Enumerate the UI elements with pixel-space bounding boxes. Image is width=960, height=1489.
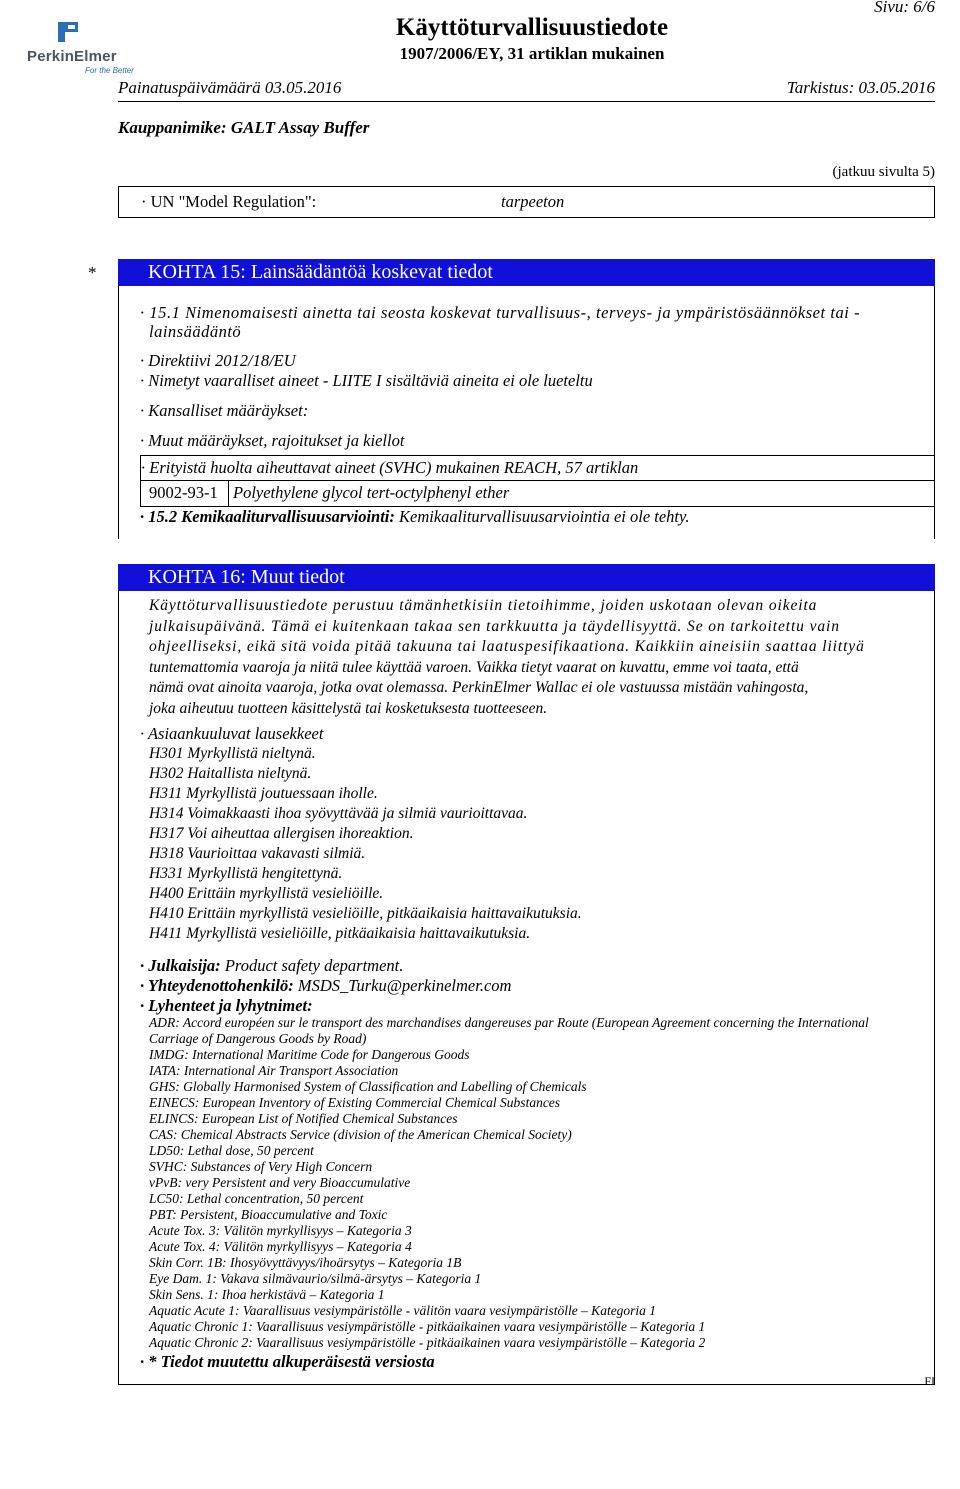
un-model-regulation-label: · UN "Model Regulation":: [141, 192, 317, 211]
page-number: Sivu: 6/6: [874, 0, 935, 16]
abbreviation-item: LC50: Lethal concentration, 50 percent: [149, 1191, 364, 1206]
section-15-heading: KOHTA 15: Lainsäädäntöä koskevat tiedot: [118, 259, 935, 286]
abbreviation-item: LD50: Lethal dose, 50 percent: [149, 1143, 314, 1158]
abbreviation-item: IMDG: International Maritime Code for Dangerous Goods: [149, 1047, 470, 1062]
publisher-value: Product safety department.: [224, 956, 404, 975]
phrase-item: H301 Myrkyllistä nieltynä.: [149, 745, 316, 762]
brand-tagline: For the Better: [85, 66, 134, 75]
abbreviation-item: ADR: Accord européen sur le transport des marchandises dangereuses par Route (European Agreement concerning the International: [149, 1015, 869, 1030]
disclaimer-line: joka aiheutuu tuotteen käsittelystä tai kosketuksesta tuotteeseen.: [149, 699, 548, 717]
abbreviation-item: Skin Corr. 1B: Ihosyövyttävyys/ihoärsytys – Kategoria 1B: [149, 1255, 462, 1270]
disclaimer-line: Käyttöturvallisuustiedote perustuu tämänhetkisiin tietoihimme, joiden uskotaan olevan oikeita: [149, 597, 818, 614]
abbreviation-item: EINECS: European Inventory of Existing Commercial Chemical Substances: [149, 1095, 561, 1110]
phrases-list: [149, 744, 582, 944]
abbreviation-item: PBT: Persistent, Bioaccumulative and Toxic: [149, 1207, 388, 1222]
abbreviation-item: vPvB: very Persistent and very Bioaccumulative: [149, 1175, 411, 1190]
document-title: Käyttöturvallisuustiedote: [395, 14, 669, 41]
header-divider: [118, 101, 935, 102]
svhc-table: [140, 455, 935, 507]
disclaimer-line: nämä ovat ainoita vaaroja, jotka ovat olemassa. PerkinElmer Wallac ei ole vastuussa mistään vahingosta,: [149, 679, 809, 696]
other-regulations: · Muut määräykset, rajoitukset ja kiellot: [140, 431, 405, 450]
changed-note: · * Tiedot muutettu alkuperäisestä versiosta: [140, 1352, 435, 1371]
product-name: Kauppanimike: GALT Assay Buffer: [118, 118, 370, 137]
phrase-item: H317 Voi aiheuttaa allergisen ihoreaktion.: [149, 825, 414, 842]
phrase-item: H302 Haitallista nieltynä.: [149, 765, 312, 782]
section-16-heading: KOHTA 16: Muut tiedot: [118, 564, 935, 591]
svhc-substance: Polyethylene glycol tert-octylphenyl ether: [233, 483, 510, 502]
named-substances-value: sisältäviä aineita ei ole lueteltu: [385, 371, 593, 390]
abbreviation-item: Aquatic Chronic 2: Vaarallisuus vesiympäristölle - pitkäaikainen vaara vesiympäristölle – Kategoria 2: [149, 1335, 706, 1350]
abbreviation-item: Skin Sens. 1: Ihoa herkistävä – Kategoria 1: [149, 1287, 385, 1302]
publisher-label: · Julkaisija:: [140, 956, 221, 975]
phrase-item: H411 Myrkyllistä vesieliöille, pitkäaikaisia haittavaikutuksia.: [149, 925, 531, 942]
print-date: Painatuspäivämäärä 03.05.2016: [118, 78, 342, 97]
phrase-item: H410 Erittäin myrkyllistä vesieliöille, pitkäaikaisia haittavaikutuksia.: [149, 905, 582, 922]
s15-1-title-cont: lainsäädäntö: [149, 322, 242, 341]
disclaimer-paragraph: [149, 596, 935, 719]
directive: · Direktiivi 2012/18/EU: [140, 351, 296, 370]
language-code: FI: [924, 1374, 935, 1388]
s15-1-title: · 15.1 Nimenomaisesti ainetta tai seosta koskevat turvallisuus-, terveys- ja ympäristösäännökset tai -: [140, 303, 861, 322]
revision-date: Tarkistus: 03.05.2016: [786, 78, 935, 97]
disclaimer-line: julkaisupäivänä. Tämä ei kuitenkaan takaa sen tarkkuutta ja täydellisyyttä. Se on tarkoitettu vain: [149, 617, 840, 635]
abbreviation-item: Aquatic Acute 1: Vaarallisuus vesiympäristölle - välitön vaara vesiympäristölle – Kategoria 1: [149, 1303, 657, 1318]
abbreviation-item: IATA: International Air Transport Association: [149, 1063, 399, 1078]
abbreviation-item: CAS: Chemical Abstracts Service (division of the American Chemical Society): [149, 1127, 572, 1142]
s15-2-label: · 15.2 Kemikaaliturvallisuusarviointi:: [140, 507, 395, 526]
s15-2-value: Kemikaaliturvallisuusarviointia ei ole tehty.: [399, 507, 690, 526]
disclaimer-line: tuntemattomia vaaroja ja niitä tulee käyttää varoen. Vaikka tietyt vaarat on kuvattu, emme voi taata, että: [149, 658, 799, 676]
phrase-item: H331 Myrkyllistä hengitettynä.: [149, 865, 343, 882]
abbreviation-item: Acute Tox. 3: Välitön myrkyllisyys – Kategoria 3: [149, 1223, 412, 1238]
phrase-item: H314 Voimakkaasti ihoa syövyttävää ja silmiä vaurioittavaa.: [149, 805, 528, 822]
regulation-subtitle: 1907/2006/EY, 31 artiklan mukainen: [399, 44, 665, 63]
svhc-cas: 9002-93-1: [149, 483, 218, 502]
phrase-item: H311 Myrkyllistä joutuessaan iholle.: [149, 785, 378, 802]
abbreviation-item: Carriage of Dangerous Goods by Road): [149, 1031, 367, 1046]
abbreviation-item: Eye Dam. 1: Vakava silmävaurio/silmä-ärsytys – Kategoria 1: [149, 1271, 482, 1286]
abbreviation-item: ELINCS: European List of Notified Chemical Substances: [149, 1111, 458, 1126]
abbreviations-heading: · Lyhenteet ja lyhytnimet:: [140, 996, 313, 1015]
svhc-heading: · Erityistä huolta aiheuttavat aineet (SVHC) mukainen REACH, 57 artiklan: [141, 458, 639, 477]
footer-divider: [118, 1384, 935, 1385]
abbreviations-list: [149, 1015, 869, 1351]
abbreviation-item: SVHC: Substances of Very High Concern: [149, 1159, 373, 1174]
changed-marker: *: [88, 263, 97, 282]
disclaimer-line: ohjeelliseksi, eikä sitä voida pitää takuuna tai laatuspesifikaationa. Kaikkiin aineisiin saattaa liittyä: [149, 638, 865, 655]
national-regulations: · Kansalliset määräykset:: [140, 401, 309, 420]
contact-value[interactable]: MSDS_Turku@perkinelmer.com: [297, 976, 512, 995]
phrase-item: H318 Vaurioittaa vakavasti silmiä.: [149, 845, 366, 862]
phrases-heading: · Asiaankuuluvat lausekkeet: [140, 724, 324, 743]
abbreviation-item: Aquatic Chronic 1: Vaarallisuus vesiympäristölle - pitkäaikainen vaara vesiympäristölle – Kategoria 1: [149, 1319, 706, 1334]
phrase-item: H400 Erittäin myrkyllistä vesieliöille.: [149, 885, 384, 902]
named-substances-label: · Nimetyt vaaralliset aineet - LIITE I: [140, 371, 382, 390]
un-model-regulation-value: tarpeeton: [501, 192, 565, 211]
contact-label: · Yhteydenottohenkilö:: [140, 976, 294, 995]
continued-note: (jatkuu sivulta 5): [832, 164, 935, 180]
abbreviation-item: Acute Tox. 4: Välitön myrkyllisyys – Kategoria 4: [149, 1239, 412, 1254]
brand-name: PerkinElmer: [27, 48, 117, 65]
transport-box: [118, 186, 935, 218]
abbreviation-item: GHS: Globally Harmonised System of Classification and Labelling of Chemicals: [149, 1079, 587, 1094]
